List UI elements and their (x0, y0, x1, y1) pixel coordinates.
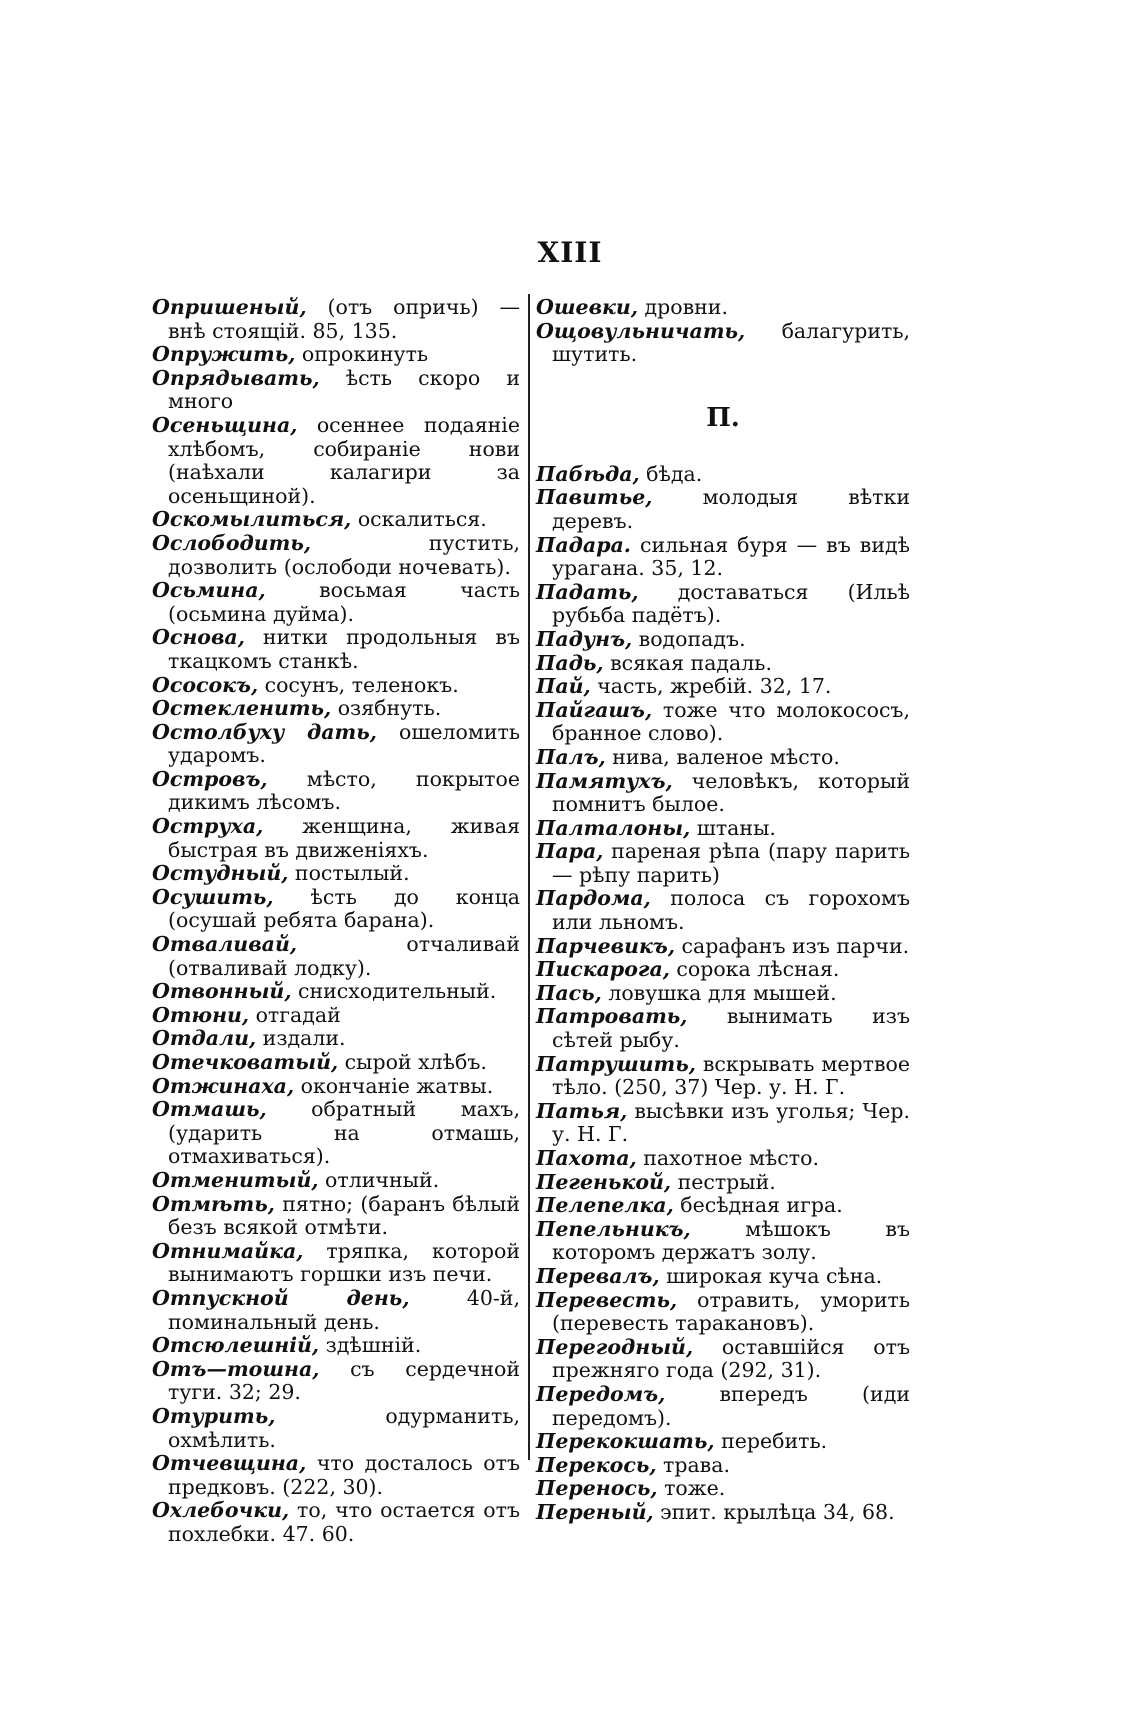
entry-definition: нитки продольныя въ ткацкомъ станкѣ. (168, 625, 520, 673)
entry-headword: Островъ, (152, 766, 268, 791)
entry-definition: ѣсть скоро и много (168, 365, 520, 414)
entry-definition: впередъ (иди передомъ). (552, 1381, 910, 1430)
entry-definition: осеннее подаяніе хлѣбомъ, собираніе нови (наѣхали калагири за осеньщиной). (168, 412, 520, 508)
entry-definition: опрокинуть (295, 342, 429, 367)
entry-headword: Пай, (536, 674, 591, 699)
entry-definition: сосунъ, теленокъ. (258, 672, 459, 697)
entry-headword: Пась, (536, 980, 602, 1005)
entry-headword: Отменитый, (152, 1167, 319, 1192)
entry-definition: женщина, живая быстрая въ движеніяхъ. (168, 814, 520, 862)
entry-definition: молодыя вѣтки деревъ. (552, 485, 910, 533)
entry-headword: Ощовульничать, (536, 318, 746, 343)
dictionary-entry (536, 296, 910, 320)
dictionary-entry (152, 414, 520, 508)
dictionary-entry (152, 1169, 520, 1193)
dictionary-entry (536, 699, 910, 746)
dictionary-entry (152, 697, 520, 721)
entry-definition: трава. (656, 1452, 730, 1477)
entry-definition: 40-й, поминальный день. (168, 1285, 520, 1334)
entry-definition: тряпка, которой вынимаютъ горшки изъ печи. (168, 1238, 520, 1287)
entry-headword: Патья, (536, 1098, 628, 1123)
dictionary-entry (536, 840, 910, 887)
entry-headword: Перекокшать, (536, 1429, 715, 1454)
entry-headword: Переный, (536, 1499, 654, 1524)
entry-headword: Остекленить, (152, 696, 332, 721)
dictionary-entry (536, 675, 910, 699)
entry-headword: Оструха, (152, 814, 264, 839)
entry-definition: нива, валеное мѣсто. (605, 744, 840, 769)
dictionary-entry (536, 935, 910, 959)
entry-definition: тоже. (657, 1476, 726, 1501)
dictionary-entry (536, 1171, 910, 1195)
entry-definition: штаны. (690, 815, 776, 840)
entry-headword: Палталоны, (536, 815, 691, 840)
entry-definition: окончаніе жатвы. (294, 1073, 494, 1098)
entry-definition: снисходительный. (291, 979, 497, 1004)
entry-headword: Перегодный, (536, 1334, 694, 1359)
dictionary-entry (536, 320, 910, 367)
entry-headword: Пегенькой, (536, 1169, 672, 1194)
entry-headword: Падунъ, (536, 626, 633, 651)
dictionary-entry (152, 579, 520, 626)
dictionary-entry (536, 1265, 910, 1289)
entry-definition: оскалиться. (351, 507, 487, 532)
entry-definition: ошеломить ударомъ. (168, 719, 520, 768)
dictionary-entry (152, 367, 520, 414)
entry-definition: пестрый. (671, 1169, 776, 1194)
entry-headword: Перекось, (536, 1452, 657, 1477)
entry-definition: тоже что молокососъ, бранное слово). (552, 697, 910, 746)
entry-headword: Ососокъ, (152, 672, 259, 697)
dictionary-entry (152, 626, 520, 673)
entry-definition: человѣкъ, который помнитъ былое. (552, 768, 910, 817)
entry-definition: что досталось отъ предковъ. (222, 30). (168, 1451, 520, 1499)
dictionary-entry (152, 1051, 520, 1075)
dictionary-entry (152, 1334, 520, 1358)
entry-definition: озябнуть. (331, 696, 442, 721)
entry-headword: Охлебочки, (152, 1498, 290, 1523)
entry-headword: Патрушить, (536, 1051, 696, 1076)
entry-headword: Отдали, (152, 1026, 257, 1051)
dictionary-entry (152, 1358, 520, 1405)
entry-definition: мѣсто, покрытое дикимъ лѣсомъ. (168, 766, 520, 815)
entry-headword: Отпускной день, (152, 1285, 410, 1310)
entry-definition: доставаться (Ильѣ рубьба падётъ). (552, 579, 910, 628)
entry-definition: сорока лѣсная. (669, 957, 840, 982)
entry-headword: Отваливай, (152, 932, 297, 957)
entry-headword: Палъ, (536, 744, 606, 769)
dictionary-entry (536, 770, 910, 817)
dictionary-entry (536, 1147, 910, 1171)
entry-definition: пареная рѣпа (пару парить— рѣпу парить) (552, 839, 910, 887)
entry-headword: Передомъ, (536, 1381, 666, 1406)
entry-headword: Осьмина, (152, 578, 266, 603)
entry-definition: пустить, дозволить (ослободи ночевать). (168, 530, 520, 579)
dictionary-entry (152, 508, 520, 532)
entry-definition: дровни. (637, 295, 728, 319)
dictionary-entry (536, 1501, 910, 1525)
entry-definition: отличный. (318, 1167, 440, 1192)
entry-definition: сырой хлѣбъ. (338, 1050, 487, 1074)
entry-headword: Опрядывать, (152, 365, 320, 390)
entry-headword: Павитье, (536, 485, 653, 510)
dictionary-entry (536, 1336, 910, 1383)
entry-headword: Пепельникъ, (536, 1216, 691, 1241)
dictionary-entry (536, 1100, 910, 1147)
dictionary-entry (536, 652, 910, 676)
entry-definition: издали. (256, 1026, 346, 1051)
dictionary-entry (152, 886, 520, 933)
entry-headword: Пелепелка, (536, 1193, 674, 1218)
dictionary-entry (536, 486, 910, 533)
entry-headword: Перевесть, (536, 1287, 678, 1312)
dictionary-entry (152, 1452, 520, 1499)
entry-headword: Памятухъ, (536, 768, 673, 793)
entry-definition: мѣшокъ въ которомъ держатъ золу. (552, 1216, 910, 1265)
dictionary-entry (152, 1240, 520, 1287)
dictionary-entry (536, 982, 910, 1006)
dictionary-entry (152, 862, 520, 886)
entry-headword: Ослободить, (152, 530, 312, 555)
dictionary-entry (536, 581, 910, 628)
dictionary-entry (536, 1289, 910, 1336)
entry-headword: Пардома, (536, 886, 651, 911)
dictionary-entry (152, 721, 520, 768)
dictionary-entry (152, 1405, 520, 1452)
dictionary-entry (536, 1005, 910, 1052)
dictionary-entry (152, 815, 520, 862)
entry-headword: Пахота, (536, 1146, 637, 1170)
dictionary-entry (152, 343, 520, 367)
dictionary-entry (536, 1218, 910, 1265)
dictionary-entry (536, 958, 910, 982)
entry-headword: Перевалъ, (536, 1263, 660, 1288)
entry-definition: съ сердечной туги. 32; 29. (168, 1356, 520, 1405)
dictionary-entry (152, 1098, 520, 1169)
entry-definition: сильная буря — въ видѣ урагана. 35, 12. (552, 532, 910, 581)
entry-headword: Отвонный, (152, 979, 292, 1004)
entry-definition: пахотное мѣсто. (636, 1146, 819, 1170)
left-column (152, 296, 520, 1546)
entry-definition: широкая куча сѣна. (659, 1263, 883, 1288)
entry-headword: Пара, (536, 839, 604, 864)
dictionary-entry (152, 1027, 520, 1051)
entry-definition: эпит. крылѣца 34, 68. (653, 1499, 895, 1524)
dictionary-entry (152, 933, 520, 980)
dictionary-entry (536, 1194, 910, 1218)
dictionary-entry (536, 1477, 910, 1501)
entry-headword: Отюни, (152, 1002, 250, 1027)
entry-definition: всякая падаль. (603, 650, 772, 675)
entry-headword: Отечковатый, (152, 1050, 339, 1074)
page-number: XIII (537, 236, 603, 269)
entry-definition: ѣсть до конца (осушай ребята барана). (168, 884, 520, 933)
entry-headword: Отжинаха, (152, 1073, 295, 1098)
entry-headword: Падь, (536, 650, 604, 675)
entry-headword: Остолбуху дать, (152, 719, 377, 744)
entry-definition: балагурить, шутить. (552, 318, 910, 367)
dictionary-entry (536, 1383, 910, 1430)
entry-headword: Оскомылиться, (152, 507, 352, 532)
dictionary-entry (152, 1499, 520, 1546)
entry-headword: Опружить, (152, 342, 296, 367)
dictionary-entry (152, 1193, 520, 1240)
dictionary-entry (536, 1053, 910, 1100)
entry-headword: Падара. (536, 532, 631, 557)
entry-definition: часть, жребій. 32, 17. (590, 674, 832, 699)
entry-definition: оставшійся отъ прежняго года (292, 31). (552, 1334, 910, 1383)
entry-headword: Отсюлешній, (152, 1333, 320, 1358)
entry-headword: Отмѣть, (152, 1191, 275, 1216)
dictionary-entry (152, 296, 520, 343)
entry-headword: Пискарога, (536, 957, 670, 982)
dictionary-entry (536, 534, 910, 581)
dictionary-entry (152, 1075, 520, 1099)
column-divider (528, 294, 530, 1460)
dictionary-entry (536, 463, 910, 487)
dictionary-entry (536, 887, 910, 934)
entry-headword: Отурить, (152, 1403, 276, 1428)
dictionary-entry (152, 532, 520, 579)
entry-headword: Ошевки, (536, 295, 638, 319)
entry-definition: высѣвки изъ уголья; Чер. у. Н. Г. (552, 1098, 910, 1147)
entry-definition: обратный махъ, (ударить на отмашь, отмахиваться). (168, 1097, 520, 1169)
entry-headword: Парчевикъ, (536, 933, 675, 958)
entry-definition: постылый. (288, 861, 410, 886)
entry-definition: вскрывать мертвое тѣло. (250, 37) Чер. у. Н. Г. (552, 1051, 910, 1100)
entry-headword: Остудный, (152, 861, 289, 886)
entry-definition: ловушка для мышей. (601, 980, 837, 1005)
entry-headword: Основа, (152, 625, 245, 650)
dictionary-entry (536, 1454, 910, 1478)
entry-definition: одурманить, охмѣлить. (168, 1403, 520, 1452)
entry-definition: бѣда. (639, 461, 703, 486)
dictionary-entry (152, 1287, 520, 1334)
entry-headword: Осушить, (152, 884, 274, 909)
section-letter: П. (706, 402, 740, 433)
dictionary-entry (152, 674, 520, 698)
entry-headword: Осеньщина, (152, 412, 298, 437)
entry-definition: вынимать изъ сѣтей рыбу. (552, 1004, 910, 1053)
entry-definition: отравить, уморить (перевесть таракановъ). (552, 1287, 910, 1336)
entry-definition: то, что остается отъ похлебки. 47. 60. (168, 1498, 520, 1546)
entry-headword: Падать, (536, 579, 639, 604)
entry-definition: полоса съ горохомъ или льномъ. (552, 886, 910, 935)
dictionary-entry (536, 628, 910, 652)
entry-definition: перебить. (714, 1429, 828, 1454)
entry-headword: Пабѣда, (536, 461, 640, 486)
entry-definition: (отъ опричь) — внѣ стоящій. 85, 135. (168, 295, 520, 343)
entry-definition: здѣшній. (319, 1333, 422, 1358)
entry-headword: Пайгашъ, (536, 697, 653, 722)
entry-definition: сарафанъ изъ парчи. (674, 933, 910, 958)
entry-headword: Отмашь, (152, 1097, 267, 1122)
entry-definition: пятно; (баранъ бѣлый безъ всякой отмѣти. (168, 1191, 520, 1240)
dictionary-entry (152, 768, 520, 815)
right-column (536, 296, 910, 1525)
entry-headword: Отчевщина, (152, 1451, 307, 1476)
entry-headword: Отъ—тошна, (152, 1356, 320, 1381)
entry-definition: водопадъ. (632, 626, 746, 651)
entry-headword: Отнимайка, (152, 1238, 304, 1263)
entry-headword: Перенось, (536, 1476, 658, 1501)
entry-headword: Опришеный, (152, 295, 307, 319)
entry-headword: Патровать, (536, 1004, 688, 1029)
entry-definition: отгадай (249, 1002, 341, 1027)
dictionary-entry (536, 746, 910, 770)
dictionary-entry (536, 1430, 910, 1454)
dictionary-entry (152, 980, 520, 1004)
dictionary-entry (536, 817, 910, 841)
entry-definition: восьмая часть (осьмина дуйма). (168, 578, 520, 626)
dictionary-entry (152, 1004, 520, 1028)
entry-definition: отчаливай (отваливай лодку). (168, 932, 520, 980)
entry-definition: бесѣдная игра. (673, 1193, 843, 1218)
